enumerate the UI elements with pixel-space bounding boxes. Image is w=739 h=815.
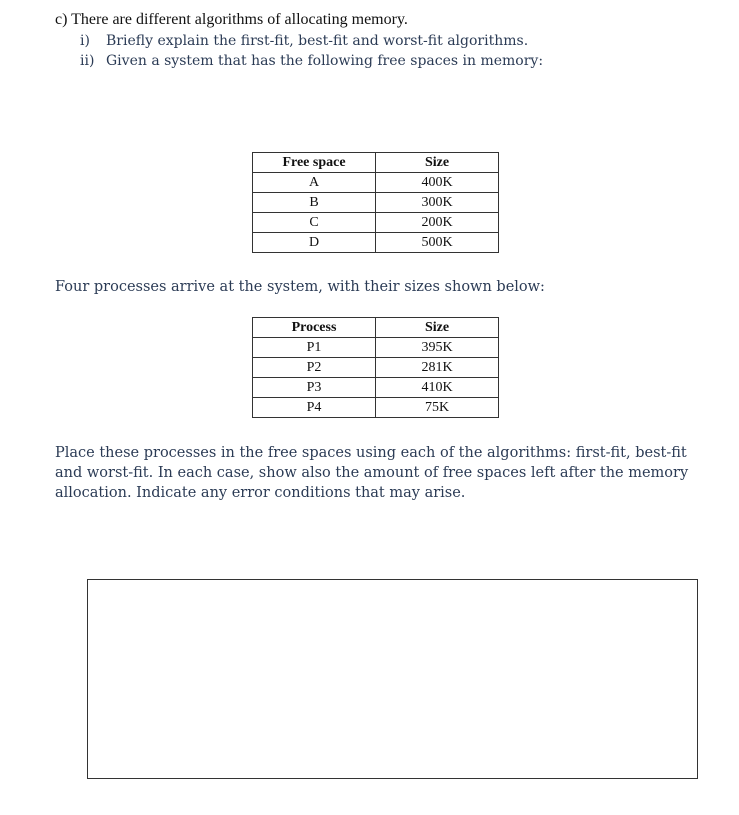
processes-intro: Four processes arrive at the system, with their sizes shown below: — [55, 279, 545, 295]
process-size: 410K — [376, 378, 499, 398]
free-space-label: D — [253, 233, 376, 253]
subquestion-text: Given a system that has the following free spaces in memory: — [106, 53, 544, 69]
subquestion-ii — [80, 53, 543, 69]
header-process: Process — [253, 318, 376, 338]
table-row — [253, 213, 499, 233]
process-size: 395K — [376, 338, 499, 358]
table-row — [253, 338, 499, 358]
free-space-label: C — [253, 213, 376, 233]
free-space-size: 200K — [376, 213, 499, 233]
free-space-size: 400K — [376, 173, 499, 193]
table-row — [253, 233, 499, 253]
process-size: 281K — [376, 358, 499, 378]
instructions-paragraph — [55, 443, 695, 503]
table-row — [253, 358, 499, 378]
process-table — [252, 317, 499, 418]
process-name: P4 — [253, 398, 376, 418]
process-name: P1 — [253, 338, 376, 358]
subquestion-number: i) — [80, 33, 90, 49]
subquestion-i — [80, 33, 528, 49]
table-row — [253, 378, 499, 398]
free-space-size: 500K — [376, 233, 499, 253]
table-row — [253, 193, 499, 213]
instructions-line: Place these processes in the free spaces using each of the algorithms: first-fit, best-fit — [55, 445, 687, 461]
header-free-space: Free space — [253, 153, 376, 173]
table-row — [253, 398, 499, 418]
free-space-label: B — [253, 193, 376, 213]
question-heading: c) There are different algorithms of allocating memory. — [55, 11, 408, 28]
table-header-row — [253, 153, 499, 173]
table-header-row — [253, 318, 499, 338]
table-row — [253, 173, 499, 193]
free-space-table — [252, 152, 499, 253]
subquestion-number: ii) — [80, 53, 95, 69]
instructions-line: allocation. Indicate any error conditions that may arise. — [55, 485, 466, 501]
subquestion-text: Briefly explain the first-fit, best-fit and worst-fit algorithms. — [106, 33, 529, 49]
process-size: 75K — [376, 398, 499, 418]
process-name: P2 — [253, 358, 376, 378]
header-size: Size — [376, 153, 499, 173]
answer-box[interactable] — [87, 579, 698, 779]
process-name: P3 — [253, 378, 376, 398]
header-size: Size — [376, 318, 499, 338]
free-space-label: A — [253, 173, 376, 193]
instructions-line: and worst-fit. In each case, show also the amount of free spaces left after the memory — [55, 465, 689, 481]
free-space-size: 300K — [376, 193, 499, 213]
